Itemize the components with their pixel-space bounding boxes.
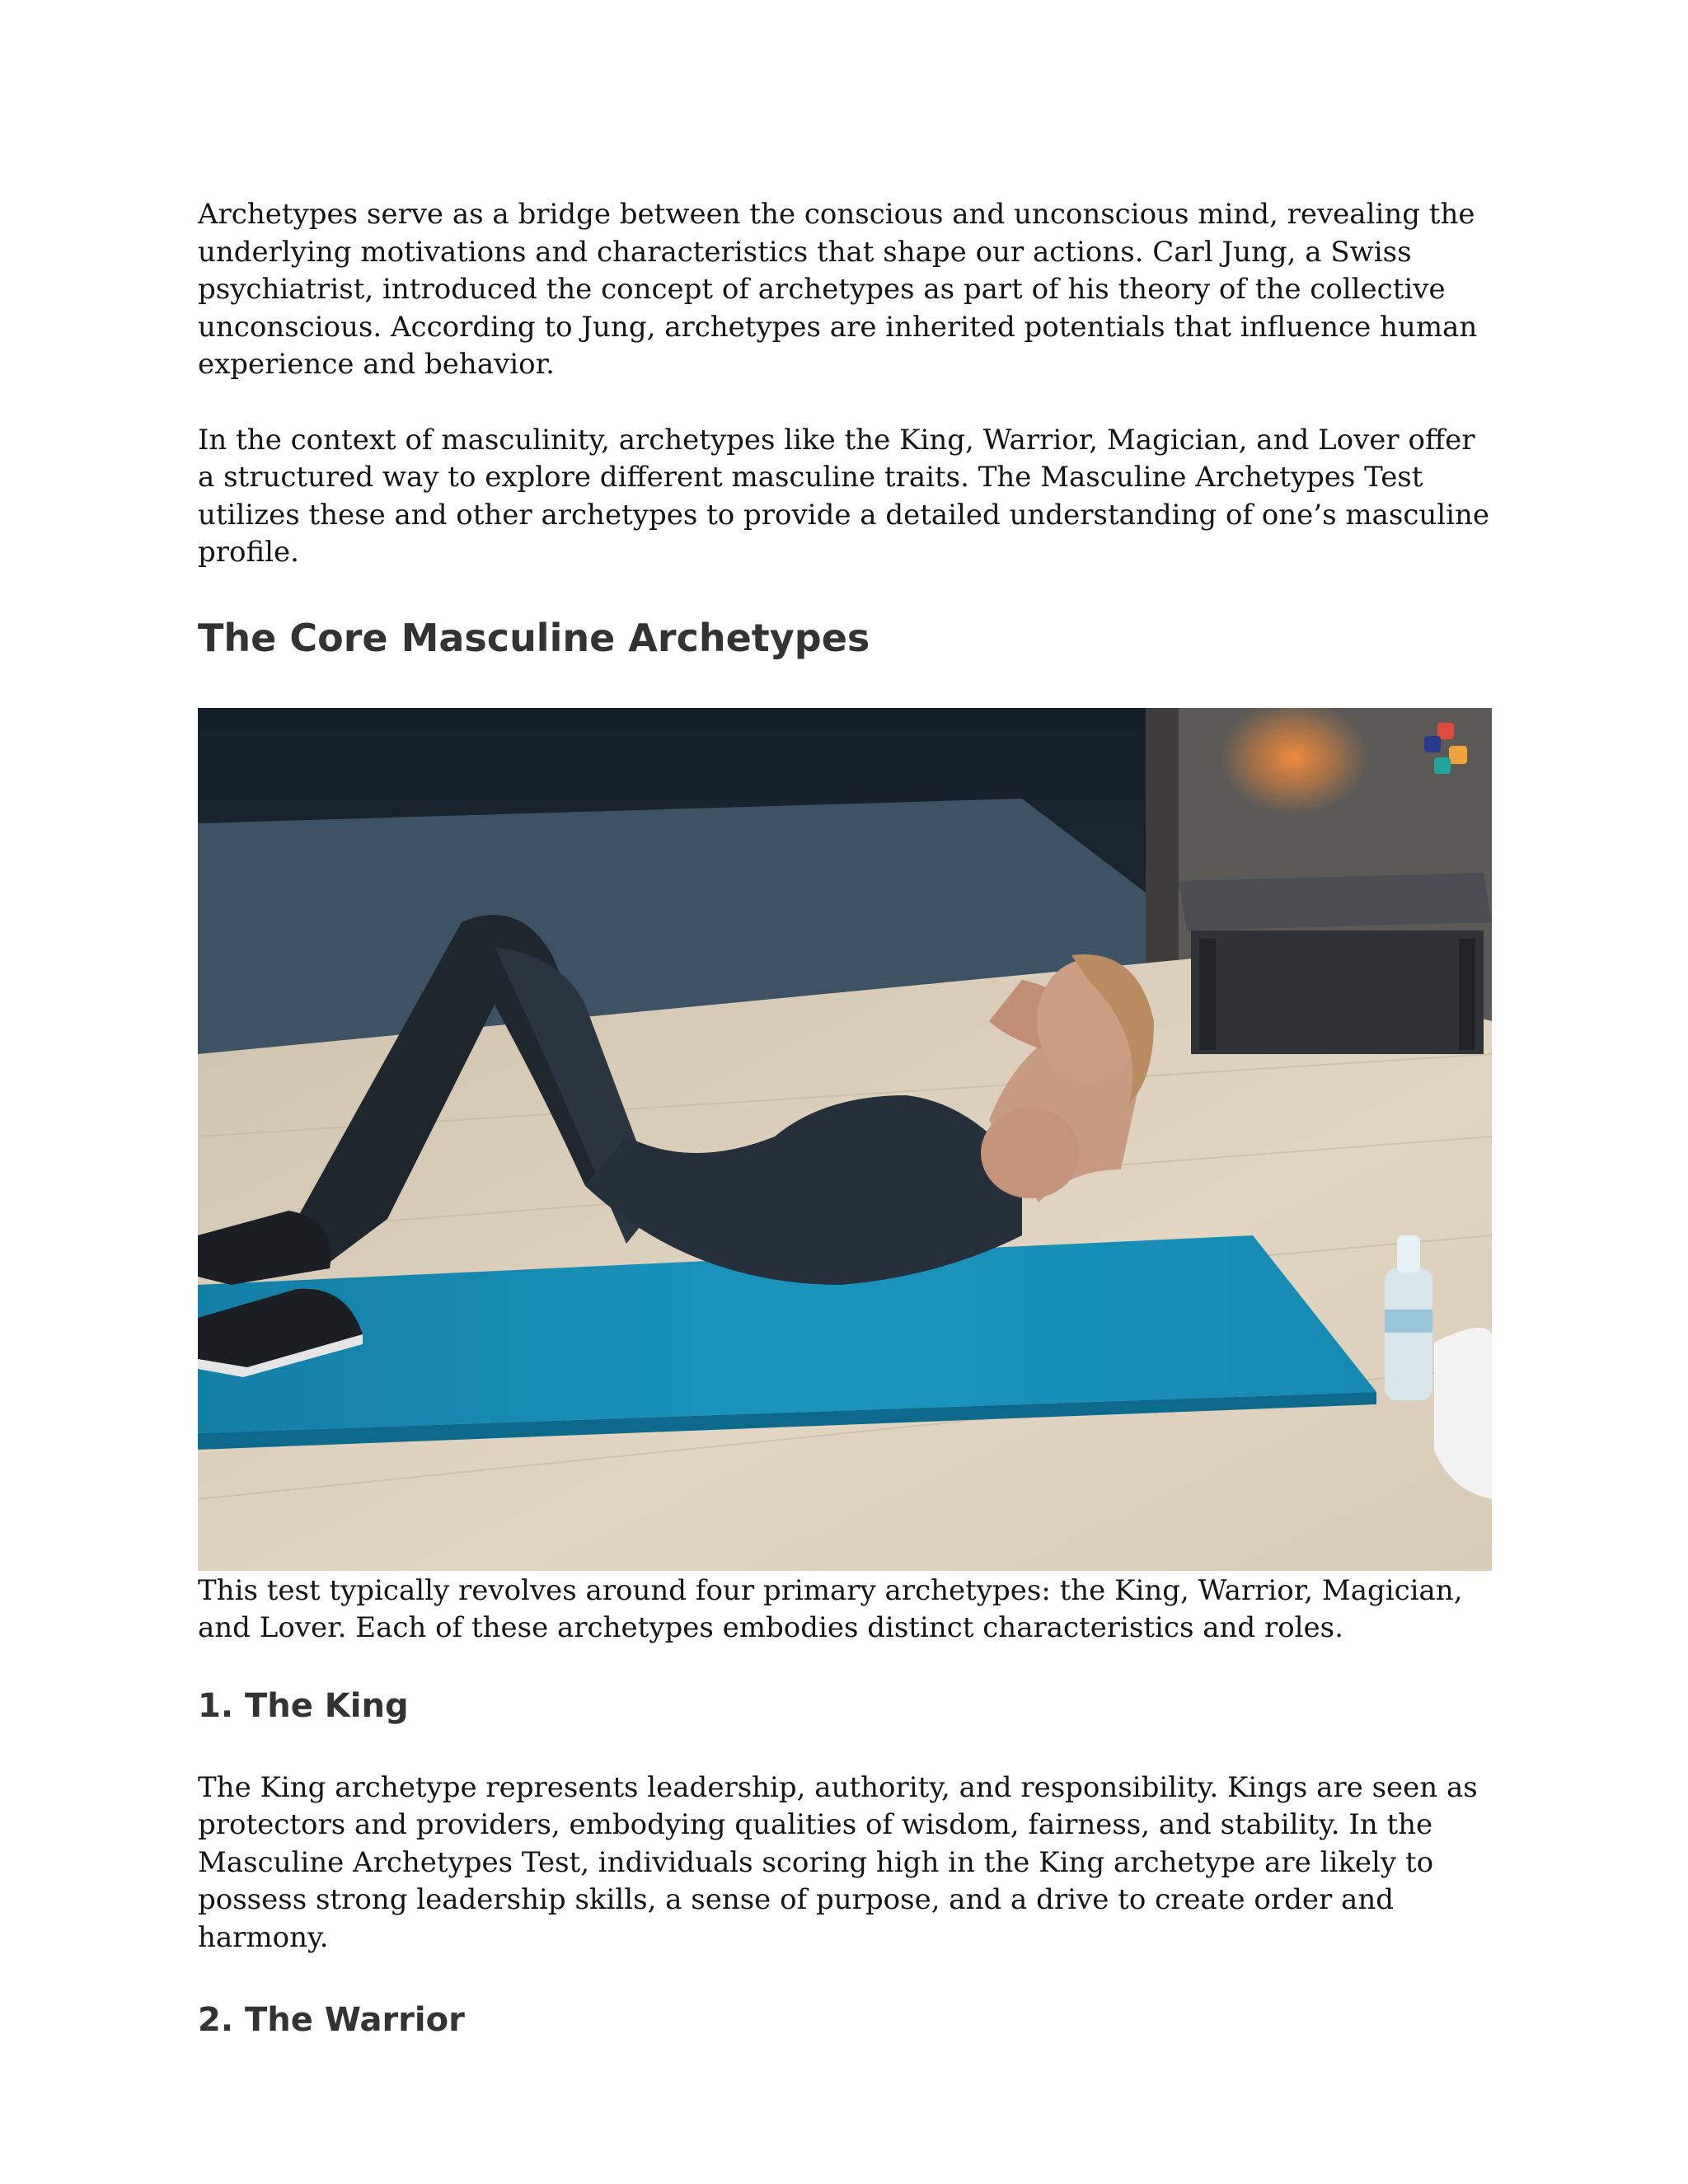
photo-icon [198,708,1492,1571]
section-heading: The Core Masculine Archetypes [198,615,870,660]
document-page [198,196,1492,2041]
king-heading: 1. The King [198,1686,409,1725]
intro-paragraph-2: In the context of masculinity, archetypes like the King, Warrior, Magician, and Lover offer a structured way to explore different masculine traits. The Masculine Archetypes Test utilizes these and other archetypes to provide a detailed understanding of one’s masculine profile. [198,423,1490,569]
after-image-paragraph: This test typically revolves around four primary archetypes: the King, Warrior, Magician, and Lover. Each of these archetypes embodies distinct characteristics and roles. [198,1573,1463,1644]
king-paragraph: The King archetype represents leadership, authority, and responsibility. Kings are seen as protectors and providers, embodying qualities of wisdom, fairness, and stability. In the Masculine Archetypes Test, individuals scoring high in the King archetype are likely to possess strong leadership skills, a sense of purpose, and a drive to create order and harmony. [198,1770,1478,1954]
warrior-heading: 2. The Warrior [198,2001,465,2039]
workout-photo [198,708,1492,1571]
intro-paragraph-1: Archetypes serve as a bridge between the conscious and unconscious mind, revealing the underlying motivations and characteristics that shape our actions. Carl Jung, a Swiss psychiatrist, introduced the concept of archetypes as part of his theory of the collective unconscious. According to Jung, archetypes are inherited potentials that influence human experience and behavior. [198,198,1478,381]
